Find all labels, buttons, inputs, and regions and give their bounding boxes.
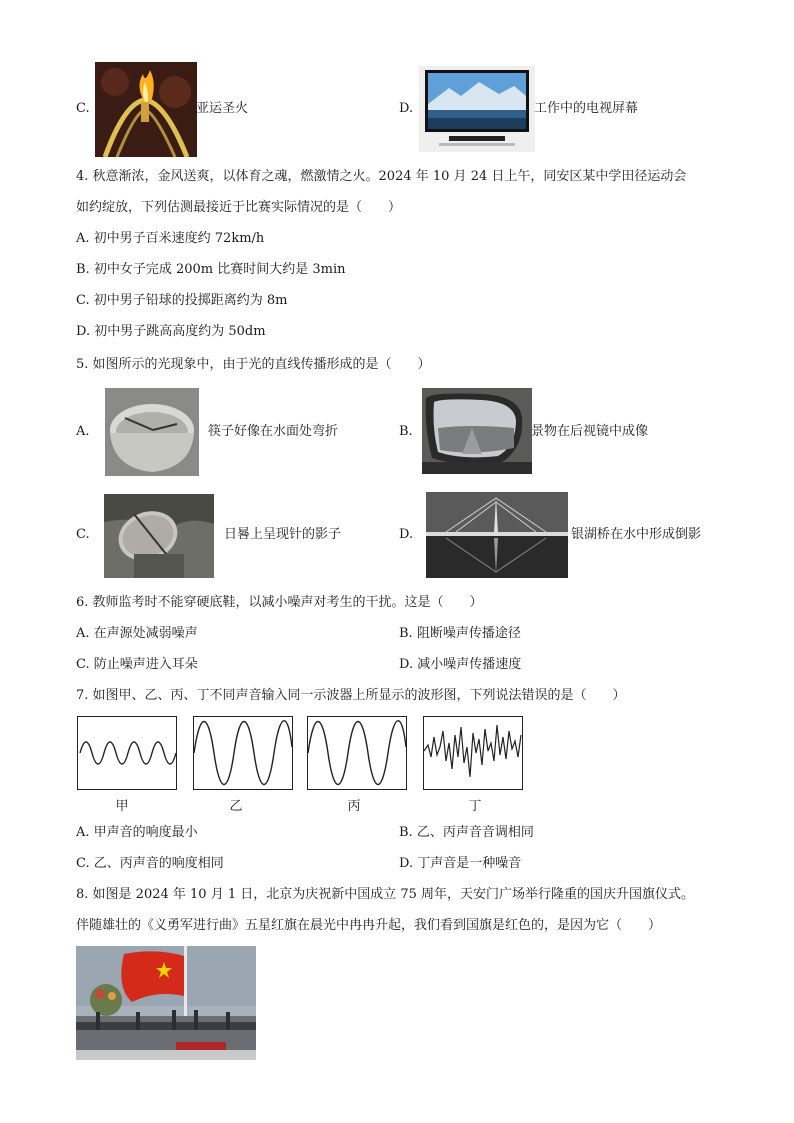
q6-option-a: A. 在声源处减弱噪声: [76, 626, 198, 641]
q6-stem: 6. 教师监考时不能穿硬底鞋，以减小噪声对考生的干扰。这是（ ）: [76, 595, 483, 610]
q7-option-d: D. 丁声音是一种噪音: [399, 856, 522, 871]
waveform-label-ding: 丁: [468, 799, 482, 814]
q6-option-d: D. 减小噪声传播速度: [399, 657, 522, 672]
q3-option-d-text: 工作中的电视屏幕: [534, 101, 639, 116]
chopsticks-in-water-image: [105, 388, 199, 476]
sundial-image: [104, 494, 214, 578]
asian-games-torch-image: [95, 62, 197, 157]
waveform-ding: [423, 716, 523, 790]
q5-option-b-letter: B.: [399, 424, 413, 439]
rearview-mirror-image: [422, 388, 532, 474]
q4-stem-line-1: 4. 秋意渐浓，金风送爽，以体育之魂，燃激情之火。2024 年 10 月 24 日上午，同安区某中学田径运动会: [76, 169, 687, 184]
flag-raising-ceremony-image: [76, 946, 256, 1060]
q5-option-d-letter: D.: [399, 527, 414, 542]
q3-option-d-letter: D.: [399, 101, 414, 116]
waveform-bing: [307, 716, 407, 790]
q6-option-c: C. 防止噪声进入耳朵: [76, 657, 198, 672]
q3-option-c-text: 亚运圣火: [196, 101, 249, 116]
q5-option-d-text: 银湖桥在水中形成倒影: [571, 527, 702, 542]
q8-stem-line-1: 8. 如图是 2024 年 10 月 1 日，北京为庆祝新中国成立 75 周年，天安门广场举行隆重的国庆升国旗仪式。: [76, 887, 695, 902]
q7-stem: 7. 如图甲、乙、丙、丁不同声音输入同一示波器上所显示的波形图，下列说法错误的是（ ）: [76, 688, 626, 703]
bridge-reflection-image: [426, 492, 568, 578]
q6-option-b: B. 阻断噪声传播途径: [399, 626, 521, 641]
q4-option-d: D. 初中男子跳高高度约为 50dm: [76, 324, 266, 339]
q5-option-a-letter: A.: [76, 424, 90, 439]
waveform-label-jia: 甲: [115, 799, 129, 814]
q7-option-b: B. 乙、丙声音音调相同: [399, 825, 534, 840]
tv-screen-image: [419, 66, 535, 152]
waveform-yi: [193, 716, 293, 790]
q3-option-c-letter: C.: [76, 101, 90, 116]
q5-option-c-letter: C.: [76, 527, 90, 542]
q5-option-c-text: 日晷上呈现针的影子: [224, 527, 342, 542]
waveform-jia: [77, 716, 177, 790]
q5-option-b-text: 景物在后视镜中成像: [531, 424, 649, 439]
q5-stem: 5. 如图所示的光现象中，由于光的直线传播形成的是（ ）: [76, 357, 431, 372]
q5-option-a-text: 筷子好像在水面处弯折: [208, 424, 339, 439]
waveform-label-yi: 乙: [229, 799, 243, 814]
q7-option-c: C. 乙、丙声音的响度相同: [76, 856, 224, 871]
q4-stem-line-2: 如约绽放，下列估测最接近于比赛实际情况的是（ ）: [76, 200, 402, 215]
waveform-label-bing: 丙: [347, 799, 361, 814]
q8-stem-line-2: 伴随雄壮的《义勇军进行曲》五星红旗在晨光中冉冉升起，我们看到国旗是红色的，是因为它（ ）: [76, 918, 662, 933]
q4-option-a: A. 初中男子百米速度约 72km/h: [76, 231, 265, 246]
q7-option-a: A. 甲声音的响度最小: [76, 825, 198, 840]
q4-option-b: B. 初中女子完成 200m 比赛时间大约是 3min: [76, 262, 346, 277]
q4-option-c: C. 初中男子铅球的投掷距离约为 8m: [76, 293, 288, 308]
